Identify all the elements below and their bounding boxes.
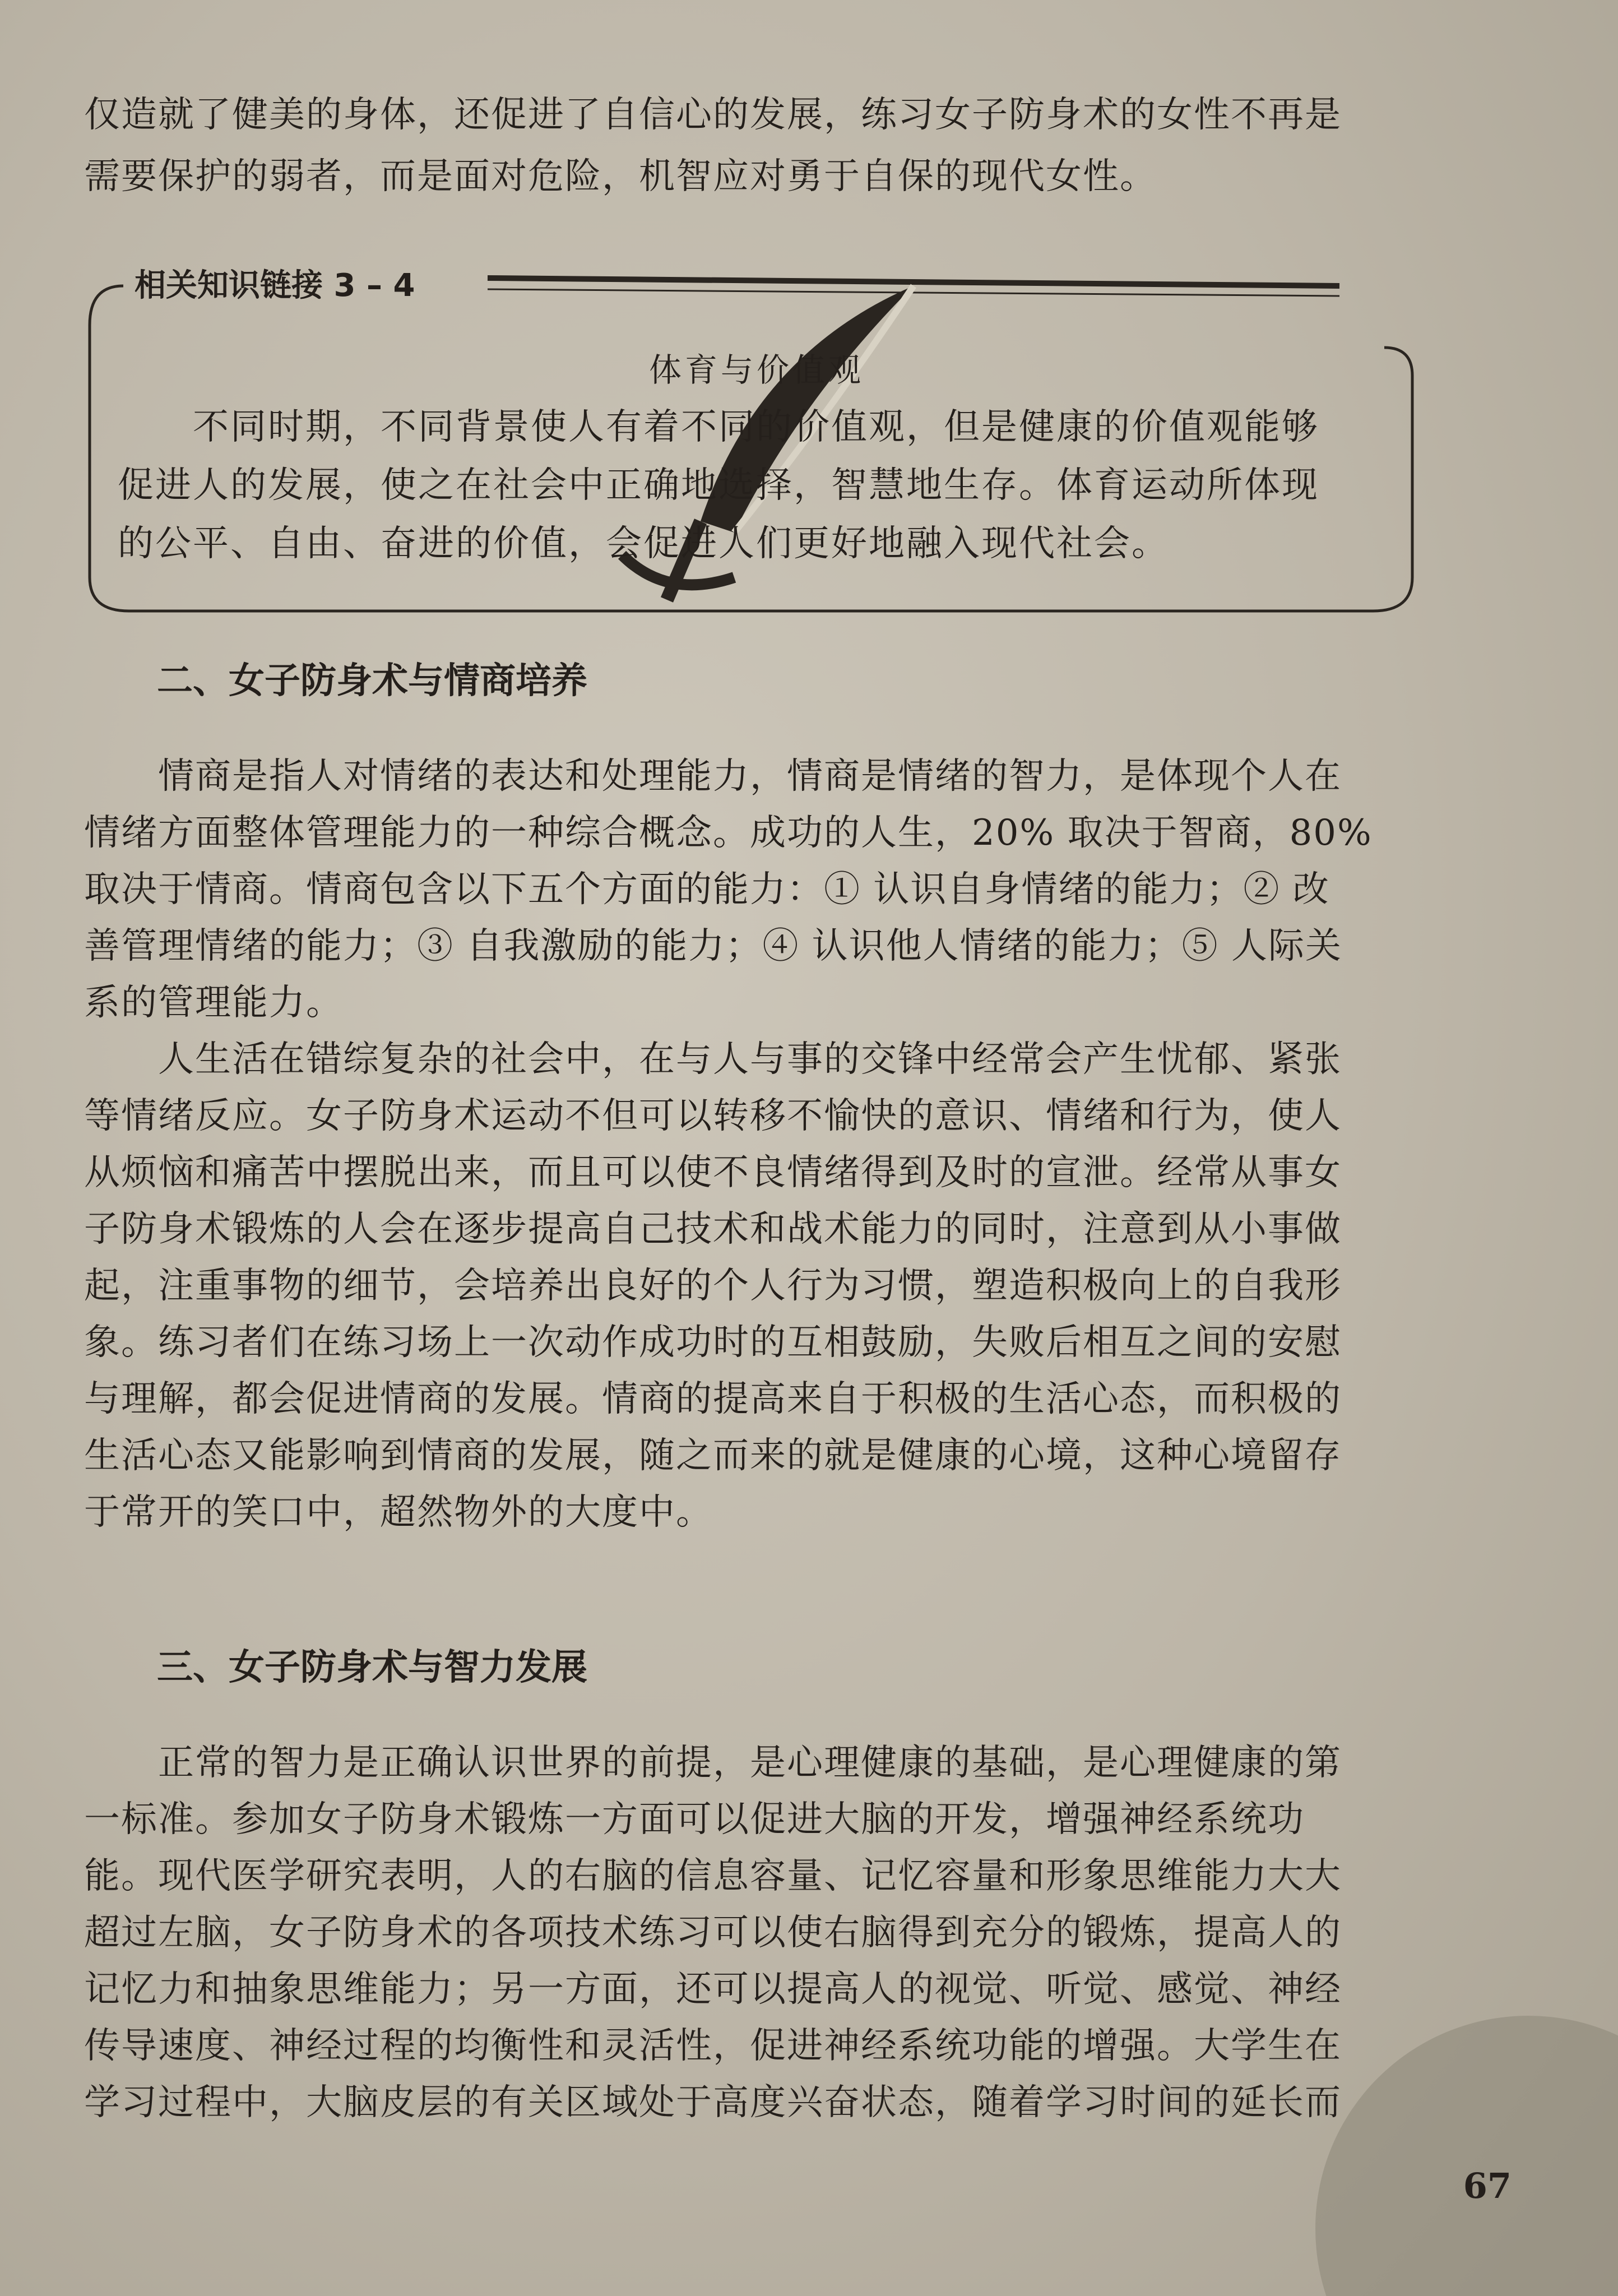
- paragraph: [84, 748, 1440, 1031]
- text-line: 需要保护的弱者，而是面对危险，机智应对勇于自保的现代女性。: [84, 156, 1157, 197]
- knowledge-link-box: [84, 263, 1429, 622]
- text-line: 传导速度、神经过程的均衡性和灵活性，促进神经系统功能的增强。大学生在: [84, 2025, 1342, 2067]
- text-line: 取决于情商。情商包含以下五个方面的能力：① 认识自身情绪的能力；② 改: [84, 869, 1330, 910]
- text-line: 超过左脑，女子防身术的各项技术练习可以使右脑得到充分的锻炼，提高人的: [84, 1912, 1342, 1954]
- text-line: 的公平、自由、奋进的价值，会促进人们更好地融入现代社会。: [118, 523, 1169, 564]
- box-body: [118, 398, 1384, 573]
- text-line: 情商是指人对情绪的表达和处理能力，情商是情绪的智力，是体现个人在: [84, 756, 1342, 797]
- page-number: 67: [1463, 2165, 1512, 2206]
- text-line: 促进人的发展，使之在社会中正确地选择，智慧地生存。体育运动所体现: [118, 465, 1319, 506]
- box-heading: 体育与价值观: [648, 351, 864, 389]
- text-line: 情绪方面整体管理能力的一种综合概念。成功的人生，20% 取决于智商，80%: [84, 812, 1373, 854]
- text-line: 善管理情绪的能力；③ 自我激励的能力；④ 认识他人情绪的能力；⑤ 人际关: [84, 925, 1343, 967]
- section-intelligence-development: [84, 1640, 1440, 2131]
- text-line: 学习过程中，大脑皮层的有关区域处于高度兴奋状态，随着学习时间的延长而: [84, 2082, 1342, 2123]
- text-line: 人生活在错综复杂的社会中，在与人与事的交锋中经常会产生忧郁、紧张: [84, 1039, 1342, 1080]
- text-line: 象。练习者们在练习场上一次动作成功时的互相鼓励，失败后相互之间的安慰: [84, 1322, 1342, 1363]
- text-line: 记忆力和抽象思维能力；另一方面，还可以提高人的视觉、听觉、感觉、神经: [84, 1969, 1342, 2010]
- section-title: 二、女子防身术与情商培养: [157, 660, 587, 702]
- top-paragraph: [84, 84, 1440, 207]
- text-line: 从烦恼和痛苦中摆脱出来，而且可以使不良情绪得到及时的宣泄。经常从事女: [84, 1152, 1342, 1193]
- text-line: 能。现代医学研究表明，人的右脑的信息容量、记忆容量和形象思维能力大大: [84, 1855, 1342, 1897]
- text-line: 一标准。参加女子防身术锻炼一方面可以促进大脑的开发，增强神经系统功: [84, 1799, 1305, 1840]
- text-line: 不同时期，不同背景使人有着不同的价值观，但是健康的价值观能够: [118, 406, 1319, 448]
- text-line: 与理解，都会促进情商的发展。情商的提高来自于积极的生活心态，而积极的: [84, 1378, 1342, 1420]
- section-title: 三、女子防身术与智力发展: [157, 1647, 587, 1688]
- box-title: 相关知识链接 3 – 4: [135, 267, 415, 304]
- text-line: 于常开的笑口中，超然物外的大度中。: [84, 1492, 713, 1533]
- text-line: 子防身术锻炼的人会在逐步提高自己技术和战术能力的同时，注意到从小事做: [84, 1209, 1342, 1250]
- section-emotional-intelligence: [84, 653, 1440, 1541]
- text-line: 系的管理能力。: [84, 982, 343, 1024]
- text-line: 生活心态又能影响到情商的发展，随之而来的就是健康的心境，这种心境留存: [84, 1435, 1342, 1476]
- paragraph: [84, 1735, 1440, 2131]
- text-line: 正常的智力是正确认识世界的前提，是心理健康的基础，是心理健康的第: [84, 1742, 1342, 1784]
- text-line: 等情绪反应。女子防身术运动不但可以转移不愉快的意识、情绪和行为，使人: [84, 1095, 1342, 1137]
- text-line: 仅造就了健美的身体，还促进了自信心的发展，练习女子防身术的女性不再是: [84, 94, 1342, 136]
- paragraph: [84, 1031, 1440, 1541]
- text-line: 起，注重事物的细节，会培养出良好的个人行为习惯，塑造积极向上的自我形: [84, 1265, 1342, 1307]
